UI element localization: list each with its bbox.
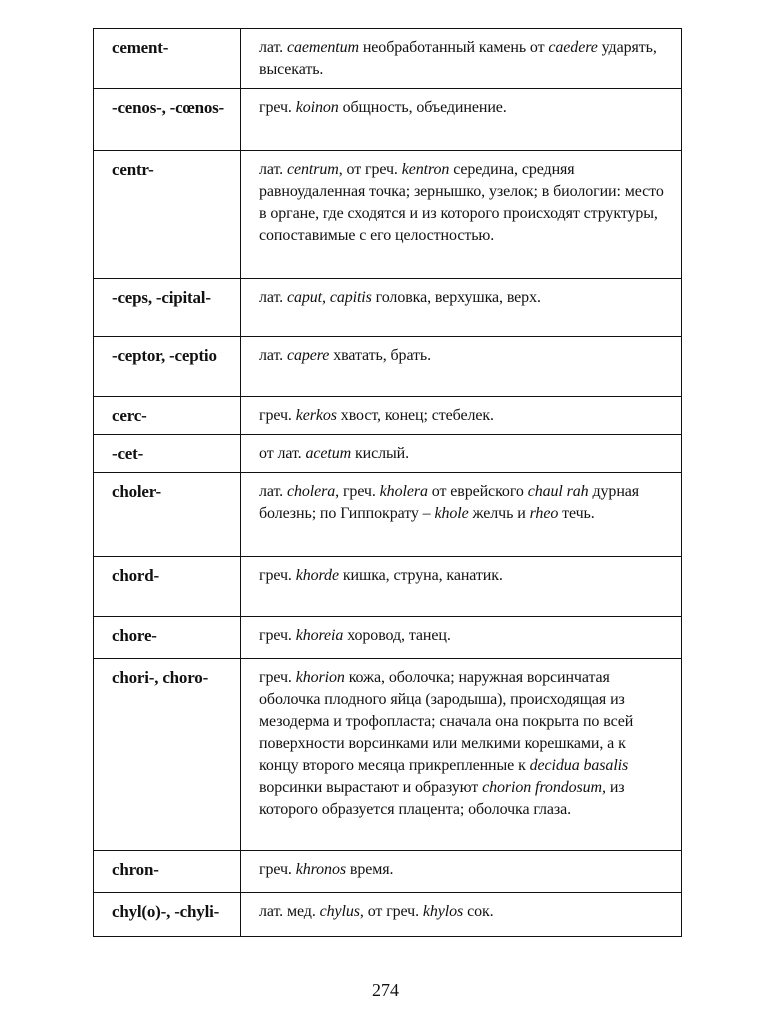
definition-segment: лат. [259, 483, 287, 500]
definition-segment: греч. [259, 669, 296, 686]
definition-text [241, 659, 681, 821]
definition-italic-segment: chorion frondosum, [482, 779, 606, 796]
term-text: -cenos-, -cœnos- [112, 98, 224, 117]
definition-segment: ударять, высекать. [259, 39, 657, 78]
definition-italic-segment: koinon [295, 99, 339, 116]
definition-text [241, 893, 681, 923]
definition-segment: греч. [259, 861, 296, 878]
definition-segment: лат. мед. [259, 903, 320, 920]
glossary-row [94, 89, 682, 151]
definition-text [241, 29, 681, 81]
definition-segment: ворсинки вырастают и образуют [259, 779, 483, 796]
definition-segment: кишка, струна, канатик. [338, 567, 503, 584]
definition-italic-segment: decidua basalis [529, 757, 629, 774]
term-cell [94, 337, 241, 397]
definition-italic-segment: kentron [401, 161, 450, 178]
definition-text [241, 151, 681, 247]
definition-segment: греч. [259, 407, 296, 424]
definition-italic-segment: capere [286, 347, 330, 364]
term-cell [94, 435, 241, 473]
glossary-table [93, 28, 682, 937]
term-cell [94, 397, 241, 435]
term-text: cerc- [112, 406, 147, 425]
definition-italic-segment: khronos [295, 861, 346, 878]
definition-cell [241, 151, 682, 279]
definition-italic-segment: centrum [286, 161, 339, 178]
definition-segment: лат. [259, 39, 287, 56]
glossary-row [94, 397, 682, 435]
definition-cell [241, 89, 682, 151]
definition-italic-segment: kholera [379, 483, 428, 500]
definition-cell [241, 659, 682, 851]
term-text: centr- [112, 160, 154, 179]
definition-segment: дурная болезнь; по Гиппократу – [259, 483, 640, 522]
term-text: chron- [112, 860, 159, 879]
term-cell [94, 893, 241, 937]
definition-segment: , от греч. [338, 161, 402, 178]
definition-segment: течь. [558, 505, 595, 522]
definition-segment: головка, верхушка, верх. [371, 289, 541, 306]
definition-italic-segment: caput, capitis [286, 289, 372, 306]
glossary-row [94, 29, 682, 89]
glossary-row [94, 893, 682, 937]
definition-segment: греч. [259, 99, 296, 116]
glossary-row [94, 473, 682, 557]
term-cell [94, 617, 241, 659]
definition-cell [241, 851, 682, 893]
definition-italic-segment: khorde [295, 567, 339, 584]
definition-text [241, 435, 681, 465]
definition-italic-segment: caedere [548, 39, 598, 56]
definition-cell [241, 435, 682, 473]
definition-cell [241, 29, 682, 89]
definition-cell [241, 279, 682, 337]
definition-segment: , от греч. [359, 903, 423, 920]
definition-text [241, 851, 681, 881]
definition-segment: лат. [259, 347, 287, 364]
definition-segment: хвост, конец; стебелек. [336, 407, 494, 424]
glossary-row [94, 435, 682, 473]
definition-segment: лат. [259, 289, 287, 306]
term-cell [94, 557, 241, 617]
definition-italic-segment: khorion [295, 669, 345, 686]
term-text: -ceptor, -ceptio [112, 346, 217, 365]
definition-cell [241, 397, 682, 435]
definition-italic-segment: khylos [422, 903, 464, 920]
glossary-row [94, 151, 682, 279]
term-text: -ceps, -cipital- [112, 288, 211, 307]
term-cell [94, 473, 241, 557]
page-number: 274 [372, 980, 399, 1000]
definition-segment: сок. [463, 903, 494, 920]
definition-segment: середина, средняя равноудаленная точка; зернышко, узелок; в биологии: место в органе, где сходятся и из которого происходят структуры, сопоставимые с его целостностью. [259, 161, 664, 244]
term-cell [94, 279, 241, 337]
definition-text [241, 473, 681, 525]
term-text: chyl(o)-, -chyli- [112, 902, 220, 921]
definition-segment: греч. [259, 627, 296, 644]
definition-text [241, 397, 681, 427]
definition-segment: необработанный камень от [358, 39, 549, 56]
term-text: -cet- [112, 444, 144, 463]
definition-italic-segment: kerkos [295, 407, 337, 424]
definition-text [241, 337, 681, 367]
definition-italic-segment: khole [434, 505, 469, 522]
term-cell [94, 29, 241, 89]
definition-cell [241, 893, 682, 937]
definition-italic-segment: chaul rah [527, 483, 589, 500]
definition-segment: , греч. [335, 483, 380, 500]
definition-segment: лат. [259, 161, 287, 178]
definition-segment: хоровод, танец. [343, 627, 451, 644]
definition-cell [241, 473, 682, 557]
definition-text [241, 89, 681, 119]
term-text: cement- [112, 38, 169, 57]
term-cell [94, 659, 241, 851]
definition-segment: кислый. [351, 445, 409, 462]
definition-segment: общность, объединение. [338, 99, 507, 116]
definition-cell [241, 617, 682, 659]
glossary-row [94, 617, 682, 659]
glossary-row [94, 279, 682, 337]
glossary-row [94, 557, 682, 617]
definition-italic-segment: khoreia [295, 627, 344, 644]
glossary-rows [94, 29, 682, 937]
definition-segment: хватать, брать. [329, 347, 432, 364]
definition-italic-segment: rheo [529, 505, 559, 522]
definition-italic-segment: acetum [305, 445, 352, 462]
definition-segment: из которого образуется плацента; оболочка глаза. [259, 779, 625, 818]
definition-text [241, 279, 681, 309]
definition-italic-segment: caementum [286, 39, 359, 56]
term-cell [94, 851, 241, 893]
term-text: choler- [112, 482, 161, 501]
glossary-row [94, 659, 682, 851]
glossary-row [94, 851, 682, 893]
glossary-row [94, 337, 682, 397]
term-cell [94, 89, 241, 151]
definition-segment: от еврейского [427, 483, 528, 500]
definition-segment: от лат. [259, 445, 306, 462]
definition-segment: кожа, оболочка; наружная ворсинчатая оболочка плодного яйца (зародыша), происходящая из мезодерма и трофопласта; сначала она покрыта по всей поверхности ворсинками или мелкими корешками, а к концу второго месяца прикрепленные к [259, 669, 634, 774]
term-text: chore- [112, 626, 157, 645]
definition-segment: греч. [259, 567, 296, 584]
definition-text [241, 557, 681, 587]
definition-cell [241, 337, 682, 397]
definition-italic-segment: cholera [286, 483, 336, 500]
definition-cell [241, 557, 682, 617]
definition-italic-segment: chylus [319, 903, 360, 920]
definition-segment: время. [345, 861, 394, 878]
term-text: chord- [112, 566, 159, 585]
term-text: chori-, choro- [112, 668, 209, 687]
term-cell [94, 151, 241, 279]
definition-segment: желчь и [468, 505, 530, 522]
definition-text [241, 617, 681, 647]
